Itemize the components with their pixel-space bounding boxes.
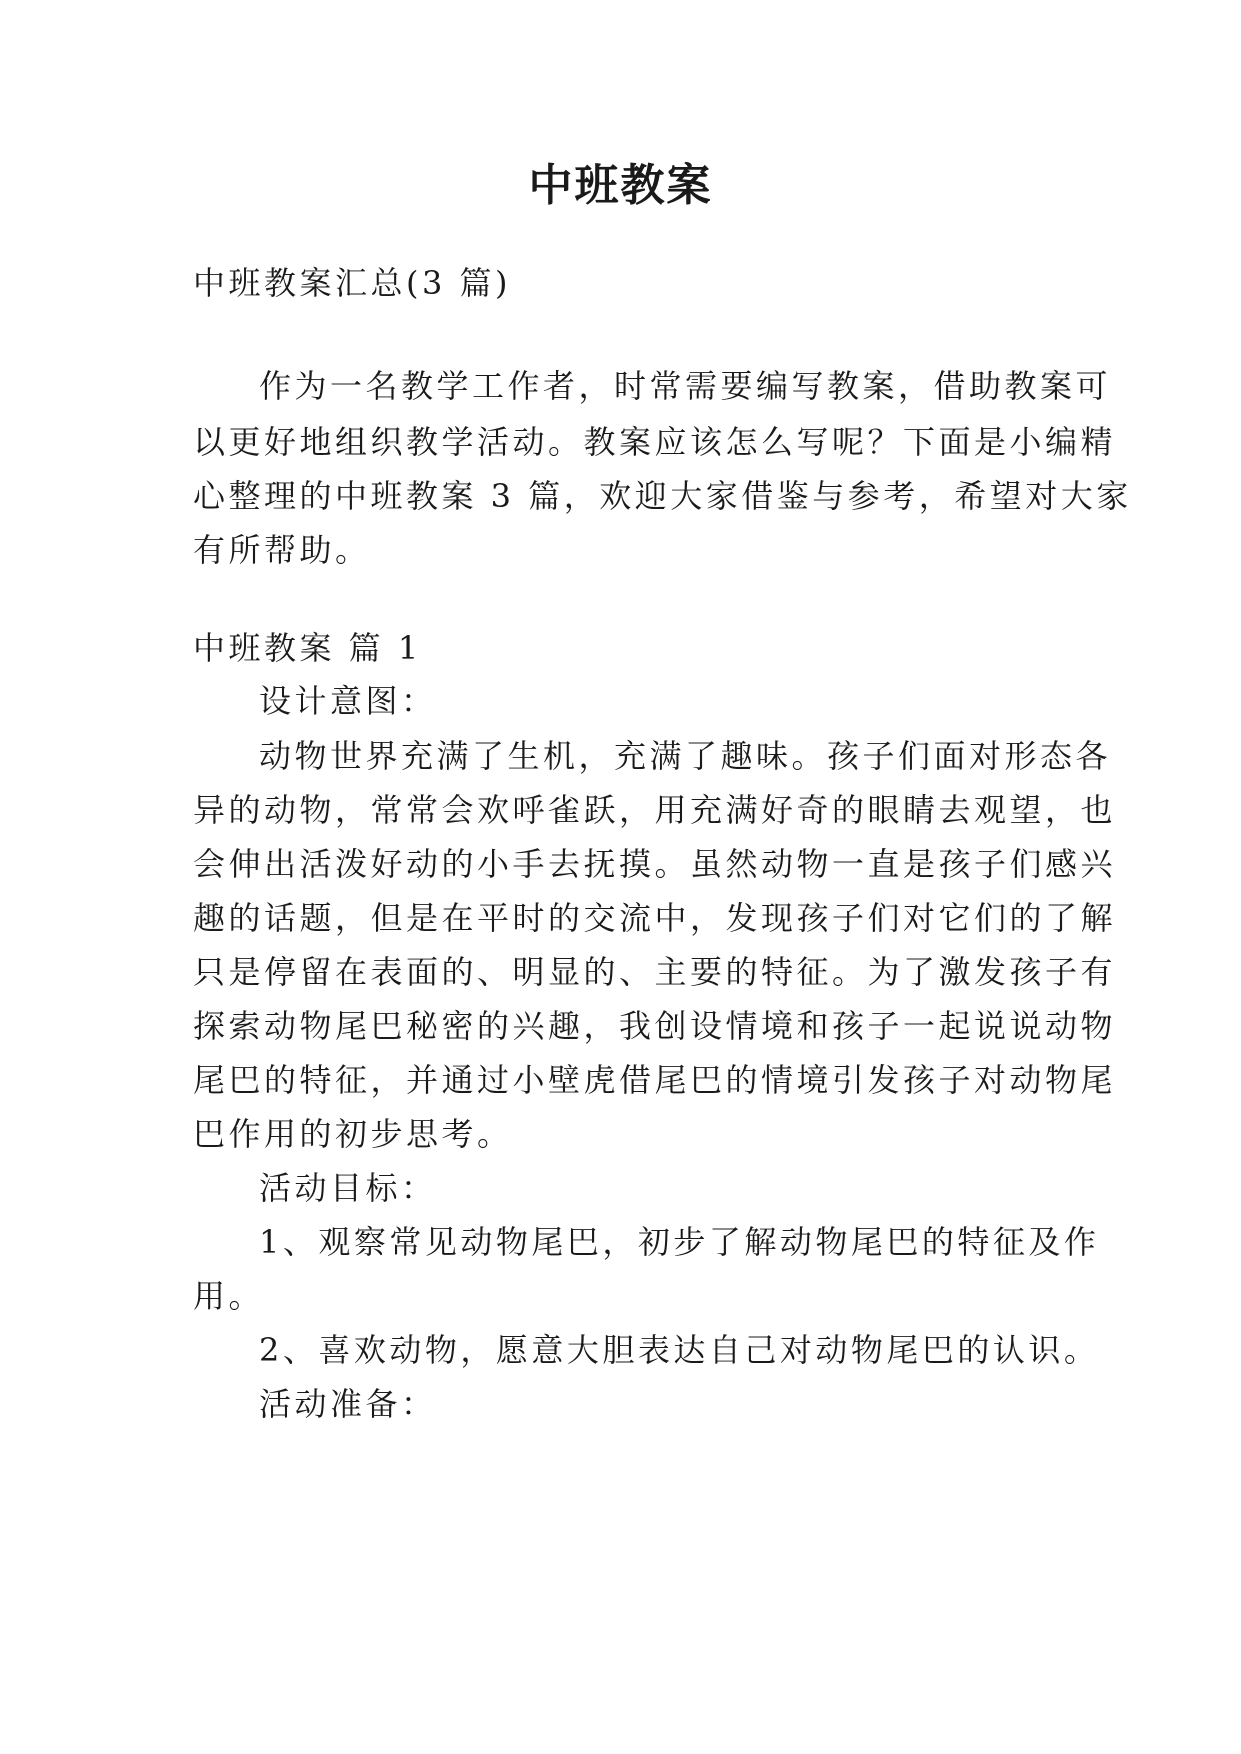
design-body-line-7: 尾巴的特征，并通过小壁虎借尾巴的情境引发孩子对动物尾 xyxy=(193,1061,1117,1099)
design-body-line-8: 巴作用的初步思考。 xyxy=(193,1115,513,1153)
design-body-line-2: 异的动物，常常会欢呼雀跃，用充满好奇的眼睛去观望，也 xyxy=(193,791,1117,829)
activity-goals-label: 活动目标： xyxy=(259,1169,437,1207)
document-title: 中班教案 xyxy=(528,160,713,211)
intro-line-1: 作为一名教学工作者，时常需要编写教案，借助教案可 xyxy=(259,367,1112,405)
goal-1-line-1: 1、观察常见动物尾巴，初步了解动物尾巴的特征及作 xyxy=(259,1223,1100,1261)
design-intent-label: 设计意图： xyxy=(259,682,437,720)
design-body-line-6: 探索动物尾巴秘密的兴趣，我创设情境和孩子一起说说动物 xyxy=(193,1007,1117,1045)
design-body-line-3: 会伸出活泼好动的小手去抚摸。虽然动物一直是孩子们感兴 xyxy=(193,845,1117,883)
intro-line-4: 有所帮助。 xyxy=(193,531,371,569)
collection-subtitle: 中班教案汇总(3 篇) xyxy=(193,264,512,302)
intro-line-2: 以更好地组织教学活动。教案应该怎么写呢？下面是小编精 xyxy=(193,423,1117,461)
design-body-line-1: 动物世界充满了生机，充满了趣味。孩子们面对形态各 xyxy=(259,737,1112,775)
section-1-heading: 中班教案 篇 1 xyxy=(193,629,422,667)
design-body-line-4: 趣的话题，但是在平时的交流中，发现孩子们对它们的了解 xyxy=(193,899,1117,937)
intro-line-3: 心整理的中班教案 3 篇，欢迎大家借鉴与参考，希望对大家 xyxy=(193,477,1132,515)
activity-prep-label: 活动准备： xyxy=(259,1385,437,1423)
goal-1-line-2: 用。 xyxy=(193,1277,265,1315)
design-body-line-5: 只是停留在表面的、明显的、主要的特征。为了激发孩子有 xyxy=(193,953,1117,991)
goal-2: 2、喜欢动物，愿意大胆表达自己对动物尾巴的认识。 xyxy=(259,1331,1100,1369)
